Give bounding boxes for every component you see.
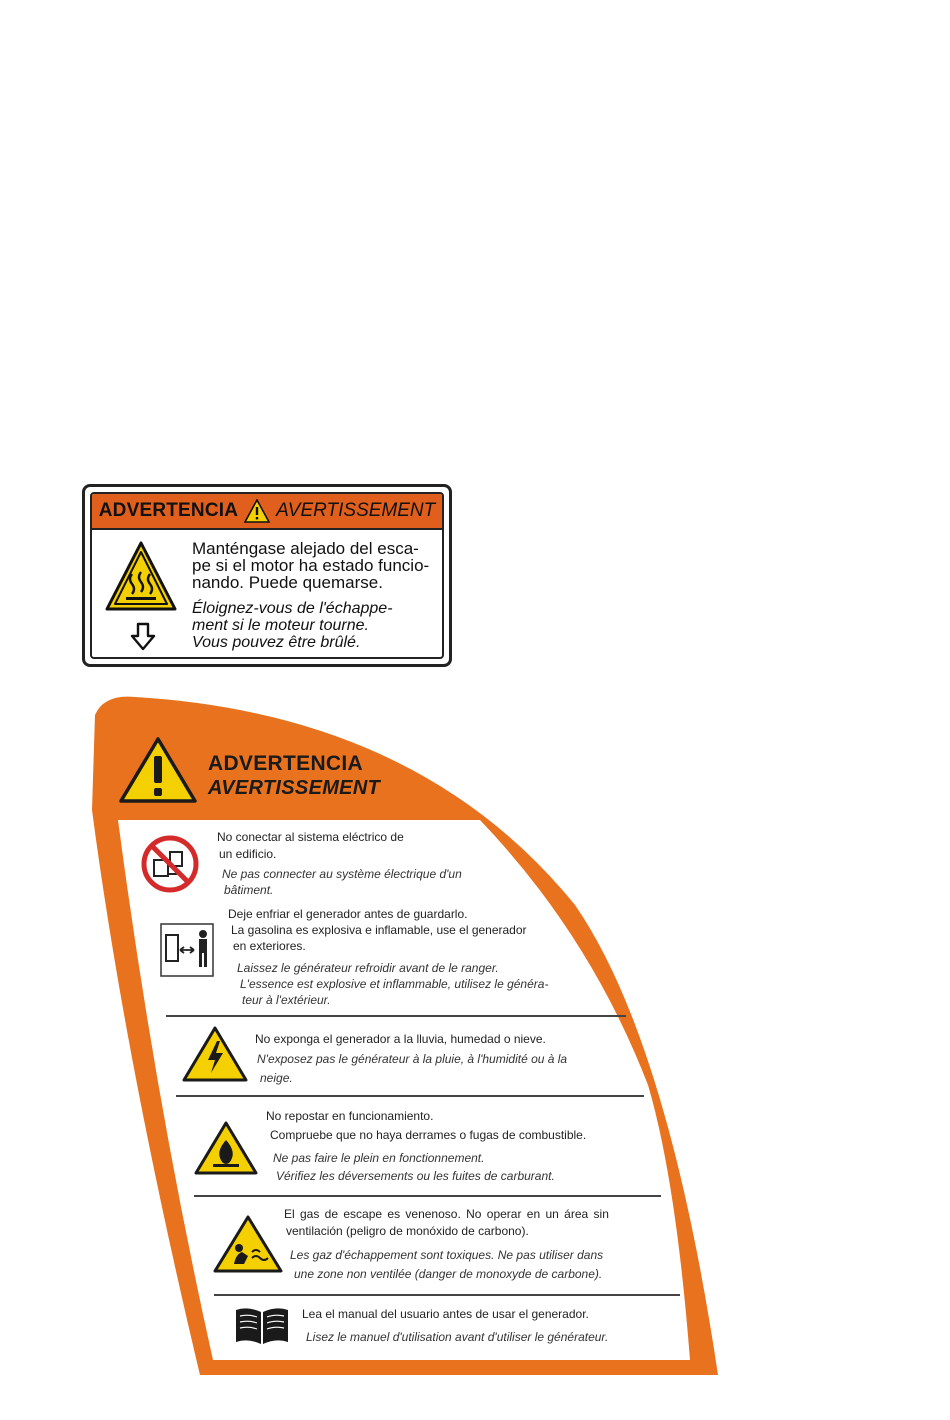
item-1-fr-line: Ne pas connecter au système électrique d'un xyxy=(222,867,462,881)
item-divider xyxy=(194,1195,661,1197)
item-1-fr-line: bâtiment. xyxy=(224,883,274,897)
item-divider xyxy=(176,1095,644,1097)
item-5-es-line: ventilación (peligro de monóxido de carbono). xyxy=(286,1224,529,1238)
item-2-es-line: La gasolina es explosiva e inflamable, use el generador xyxy=(231,923,527,937)
item-3-es-line: No exponga el generador a la lluvia, humedad o nieve. xyxy=(255,1032,546,1046)
fire-hazard-icon xyxy=(193,1120,259,1176)
es-line: pe si el motor ha estado funcio- xyxy=(192,556,430,575)
outdoor-distance-icon xyxy=(160,923,214,977)
warning-triangle-icon xyxy=(118,736,198,804)
item-2-fr-line: Laissez le générateur refroidir avant de le ranger. xyxy=(237,961,499,975)
header-title-fr: AVERTISSEMENT xyxy=(276,500,436,521)
item-2-es-line: Deje enfriar el generador antes de guardarlo. xyxy=(228,907,468,921)
no-building-connection-icon xyxy=(140,834,200,894)
label-title-es: ADVERTENCIA xyxy=(208,752,363,775)
item-5-fr-line: Les gaz d'échappement sont toxiques. Ne pas utiliser dans xyxy=(290,1248,604,1262)
item-6-fr-line: Lisez le manuel d'utilisation avant d'utiliser le générateur. xyxy=(306,1330,609,1344)
item-2-es-line: en exteriores. xyxy=(233,939,306,953)
label-title-fr: AVERTISSEMENT xyxy=(208,777,381,799)
item-3-fr-line: N'exposez pas le générateur à la pluie, à l'humidité ou à la xyxy=(257,1052,568,1066)
fr-line: ment si le moteur tourne. xyxy=(192,617,369,634)
item-4-es-line: Compruebe que no haya derrames o fugas de combustible. xyxy=(270,1128,587,1142)
item-4-fr-line: Ne pas faire le plein en fonctionnement. xyxy=(273,1151,485,1165)
item-4-es-line: No repostar en funcionamiento. xyxy=(266,1109,434,1123)
item-5-es-line: El gas de escape es venenoso. No operar en un área sin xyxy=(284,1207,609,1221)
es-line: nando. Puede quemarse. xyxy=(192,573,383,592)
item-2-fr-line: L'essence est explosive et inflammable, utilisez le généra- xyxy=(240,977,549,991)
item-5-fr-line: une zone non ventilée (danger de monoxyde de carbone). xyxy=(294,1267,603,1281)
item-divider xyxy=(214,1294,680,1296)
header-title-es: ADVERTENCIA xyxy=(98,500,239,521)
fr-line: Vous pouvez être brûlé. xyxy=(192,634,361,651)
item-6-es-line: Lea el manual del usuario antes de usar el generador. xyxy=(302,1307,589,1321)
manual-book-icon xyxy=(232,1304,292,1346)
item-3-fr-line: neige. xyxy=(260,1071,293,1085)
item-1-es-line: No conectar al sistema eléctrico de xyxy=(217,830,404,844)
electric-shock-icon xyxy=(181,1025,249,1083)
toxic-fumes-icon xyxy=(212,1214,284,1274)
fr-line: Éloignez-vous de l'échappe- xyxy=(192,600,393,617)
item-divider xyxy=(166,1015,626,1017)
item-1-es-line: un edificio. xyxy=(219,847,277,861)
es-line: Manténgase alejado del esca- xyxy=(192,539,419,558)
item-2-fr-line: teur à l'extérieur. xyxy=(242,993,331,1007)
item-4-fr-line: Vérifiez les déversements ou les fuites de carburant. xyxy=(276,1169,555,1183)
